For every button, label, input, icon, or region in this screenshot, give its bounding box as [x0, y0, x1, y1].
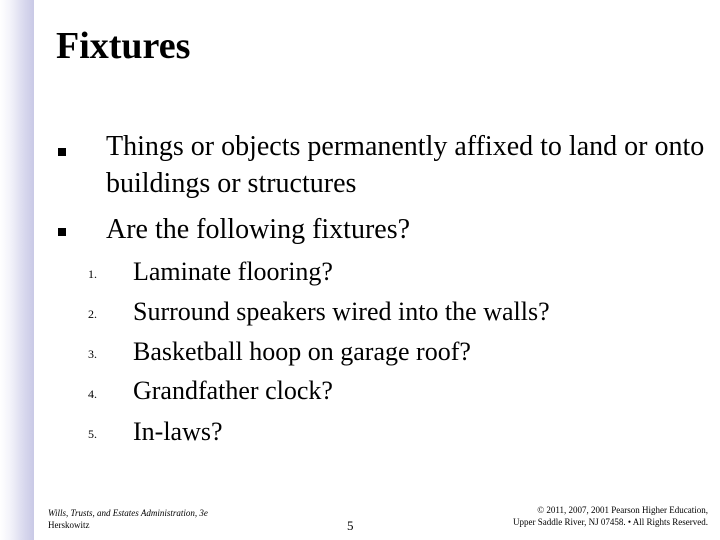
list-number: 2.: [88, 307, 97, 321]
list-number: 5.: [88, 427, 97, 441]
footer-author: Herskowitz: [48, 520, 90, 530]
page-number: 5: [347, 518, 354, 533]
list-item-text: Grandfather clock?: [133, 376, 333, 405]
copyright-line-1: © 2011, 2007, 2001 Pearson Higher Education,: [537, 505, 708, 515]
list-number: 1.: [88, 267, 97, 281]
list-item-text: Surround speakers wired into the walls?: [133, 297, 550, 326]
footer-copyright: [448, 504, 708, 528]
footer-book-title: Wills, Trusts, and Estates Administration, 3e: [48, 508, 208, 518]
bullet-text-question: Are the following fixtures?: [106, 214, 411, 245]
list-number: 3.: [88, 347, 97, 361]
slide-title: Fixtures: [56, 25, 191, 67]
list-item-text: Laminate flooring?: [133, 257, 333, 286]
bullet-marker: [58, 148, 66, 156]
slide-sidebar-gradient: [0, 0, 34, 540]
list-number: 4.: [88, 387, 97, 401]
copyright-line-2: Upper Saddle River, NJ 07458. • All Rights Reserved.: [512, 517, 708, 527]
list-item-text: In-laws?: [133, 417, 223, 446]
bullet-marker: [58, 228, 66, 236]
bullet-text-definition: Things or objects permanently affixed to land or onto buildings or structures: [106, 131, 705, 199]
footer-book-info: [48, 507, 208, 531]
list-item-text: Basketball hoop on garage roof?: [133, 337, 471, 366]
